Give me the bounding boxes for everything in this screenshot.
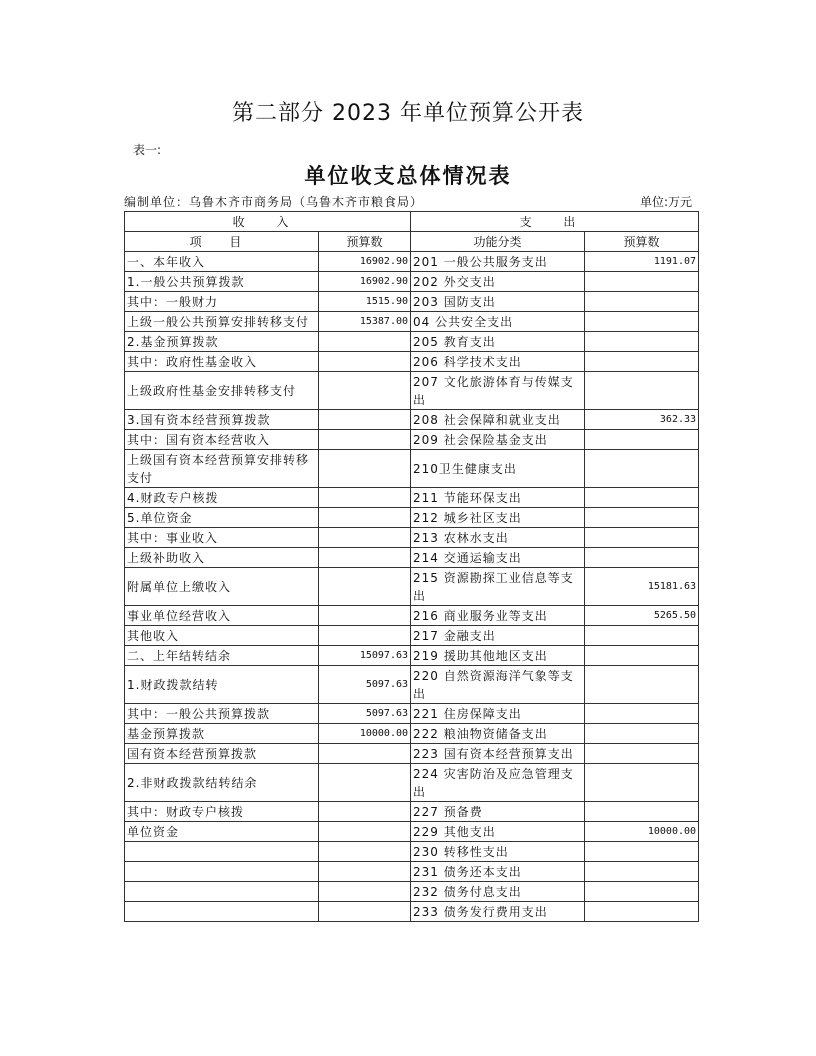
expense-amount-cell xyxy=(585,372,699,410)
income-amount-cell: 16902.90 xyxy=(319,272,411,292)
expense-item-cell: 210卫生健康支出 xyxy=(411,450,585,488)
table-row xyxy=(125,882,699,902)
table-row xyxy=(125,528,699,548)
income-amount-cell: 1515.90 xyxy=(319,292,411,312)
expense-item-cell: 224 灾害防治及应急管理支出 xyxy=(411,764,585,802)
table-row xyxy=(125,646,699,666)
expense-amount-cell xyxy=(585,666,699,704)
expense-item-cell: 219 援助其他地区支出 xyxy=(411,646,585,666)
expense-item-cell: 209 社会保险基金支出 xyxy=(411,430,585,450)
income-item-cell: 单位资金 xyxy=(125,822,319,842)
income-amount-cell xyxy=(319,352,411,372)
category-column-header: 功能分类 xyxy=(411,232,585,252)
table-row xyxy=(125,292,699,312)
income-item-cell: 3.国有资本经营预算拨款 xyxy=(125,410,319,430)
income-amount-cell xyxy=(319,882,411,902)
table-row xyxy=(125,430,699,450)
expense-amount-cell xyxy=(585,704,699,724)
table-row xyxy=(125,764,699,802)
expense-amount-cell xyxy=(585,882,699,902)
expense-amount-cell xyxy=(585,744,699,764)
income-item-cell: 国有资本经营预算拨款 xyxy=(125,744,319,764)
income-item-cell xyxy=(125,842,319,862)
expense-amount-cell xyxy=(585,626,699,646)
expense-item-cell: 207 文化旅游体育与传媒支出 xyxy=(411,372,585,410)
income-item-cell: 上级国有资本经营预算安排转移支付 xyxy=(125,450,319,488)
income-item-cell: 其中：政府性基金收入 xyxy=(125,352,319,372)
expense-item-cell: 206 科学技术支出 xyxy=(411,352,585,372)
expense-amount-cell xyxy=(585,802,699,822)
income-item-cell: 1.一般公共预算拨款 xyxy=(125,272,319,292)
income-item-cell: 二、上年结转结余 xyxy=(125,646,319,666)
income-amount-cell xyxy=(319,568,411,606)
table-row xyxy=(125,704,699,724)
expense-amount-cell xyxy=(585,764,699,802)
expense-amount-cell xyxy=(585,548,699,568)
expense-item-cell: 211 节能环保支出 xyxy=(411,488,585,508)
income-amount-cell xyxy=(319,626,411,646)
table-row xyxy=(125,548,699,568)
table-row xyxy=(125,450,699,488)
page-title: 第二部分 2023 年单位预算公开表 xyxy=(232,101,584,126)
expense-item-cell: 212 城乡社区支出 xyxy=(411,508,585,528)
expense-item-cell: 220 自然资源海洋气象等支出 xyxy=(411,666,585,704)
income-amount-cell xyxy=(319,744,411,764)
table-row xyxy=(125,488,699,508)
expense-item-cell: 230 转移性支出 xyxy=(411,842,585,862)
income-amount-cell: 15387.00 xyxy=(319,312,411,332)
table-row xyxy=(125,372,699,410)
income-amount-cell xyxy=(319,372,411,410)
expense-amount-cell xyxy=(585,488,699,508)
expense-item-cell: 216 商业服务业等支出 xyxy=(411,606,585,626)
table-row xyxy=(125,724,699,744)
table-row xyxy=(125,626,699,646)
income-amount-cell xyxy=(319,410,411,430)
table-row xyxy=(125,352,699,372)
expense-amount-cell: 362.33 xyxy=(585,410,699,430)
income-item-cell: 上级一般公共预算安排转移支付 xyxy=(125,312,319,332)
table-row xyxy=(125,822,699,842)
income-amount-cell xyxy=(319,902,411,922)
table-row xyxy=(125,568,699,606)
income-item-cell: 上级补助收入 xyxy=(125,548,319,568)
expense-item-cell: 215 资源勘探工业信息等支出 xyxy=(411,568,585,606)
expense-header: 支 出 xyxy=(411,212,699,232)
income-amount-cell xyxy=(319,450,411,488)
expense-item-cell: 223 国有资本经营预算支出 xyxy=(411,744,585,764)
table-body xyxy=(125,252,699,922)
expense-budget-column-header: 预算数 xyxy=(585,232,699,252)
expense-amount-cell: 15181.63 xyxy=(585,568,699,606)
expense-amount-cell xyxy=(585,528,699,548)
table-row xyxy=(125,508,699,528)
expense-amount-cell xyxy=(585,292,699,312)
income-item-cell: 一、本年收入 xyxy=(125,252,319,272)
income-item-cell xyxy=(125,882,319,902)
expense-item-cell: 232 债务付息支出 xyxy=(411,882,585,902)
expense-amount-cell xyxy=(585,450,699,488)
income-amount-cell xyxy=(319,862,411,882)
income-item-cell: 4.财政专户核拨 xyxy=(125,488,319,508)
income-item-cell: 其中：财政专户核拨 xyxy=(125,802,319,822)
income-amount-cell xyxy=(319,332,411,352)
income-item-cell: 其他收入 xyxy=(125,626,319,646)
income-item-cell xyxy=(125,862,319,882)
expense-amount-cell: 10000.00 xyxy=(585,822,699,842)
expense-item-cell: 214 交通运输支出 xyxy=(411,548,585,568)
table-row xyxy=(125,862,699,882)
expense-amount-cell xyxy=(585,842,699,862)
income-amount-cell: 5097.63 xyxy=(319,704,411,724)
income-amount-cell xyxy=(319,508,411,528)
expense-item-cell: 205 教育支出 xyxy=(411,332,585,352)
expense-item-cell: 201 一般公共服务支出 xyxy=(411,252,585,272)
income-item-cell: 上级政府性基金安排转移支付 xyxy=(125,372,319,410)
income-item-cell: 其中：国有资本经营收入 xyxy=(125,430,319,450)
income-item-cell: 基金预算拨款 xyxy=(125,724,319,744)
expense-item-cell: 233 债务发行费用支出 xyxy=(411,902,585,922)
income-item-cell xyxy=(125,902,319,922)
table-row xyxy=(125,802,699,822)
expense-amount-cell xyxy=(585,724,699,744)
table-label: 表一: xyxy=(133,143,162,157)
income-amount-cell xyxy=(319,764,411,802)
income-amount-cell xyxy=(319,842,411,862)
expense-amount-cell xyxy=(585,862,699,882)
income-item-cell: 5.单位资金 xyxy=(125,508,319,528)
expense-item-cell: 221 住房保障支出 xyxy=(411,704,585,724)
table-title: 单位收支总体情况表 xyxy=(304,164,512,188)
income-amount-cell xyxy=(319,488,411,508)
expense-amount-cell xyxy=(585,272,699,292)
expense-item-cell: 213 农林水支出 xyxy=(411,528,585,548)
expense-amount-cell: 5265.50 xyxy=(585,606,699,626)
expense-item-cell: 203 国防支出 xyxy=(411,292,585,312)
income-amount-cell xyxy=(319,548,411,568)
income-item-cell: 其中：事业收入 xyxy=(125,528,319,548)
expense-amount-cell: 1191.07 xyxy=(585,252,699,272)
table-row xyxy=(125,842,699,862)
income-header: 收 入 xyxy=(125,212,411,232)
table-row xyxy=(125,272,699,292)
expense-item-cell: 202 外交支出 xyxy=(411,272,585,292)
income-amount-cell xyxy=(319,822,411,842)
income-item-cell: 附属单位上缴收入 xyxy=(125,568,319,606)
table-row xyxy=(125,410,699,430)
expense-item-cell: 217 金融支出 xyxy=(411,626,585,646)
table-row xyxy=(125,666,699,704)
expense-amount-cell xyxy=(585,902,699,922)
income-amount-cell: 5097.63 xyxy=(319,666,411,704)
budget-summary-table xyxy=(124,211,699,922)
expense-amount-cell xyxy=(585,508,699,528)
expense-item-cell: 208 社会保障和就业支出 xyxy=(411,410,585,430)
expense-amount-cell xyxy=(585,332,699,352)
income-item-cell: 2.基金预算拨款 xyxy=(125,332,319,352)
compiling-unit: 编制单位：乌鲁木齐市商务局（乌鲁木齐市粮食局） xyxy=(124,195,424,209)
expense-item-cell: 222 粮油物资储备支出 xyxy=(411,724,585,744)
income-item-cell: 其中：一般公共预算拨款 xyxy=(125,704,319,724)
income-amount-cell: 10000.00 xyxy=(319,724,411,744)
item-column-header: 项 目 xyxy=(125,232,319,252)
income-amount-cell xyxy=(319,430,411,450)
table-row xyxy=(125,252,699,272)
income-amount-cell: 16902.90 xyxy=(319,252,411,272)
expense-item-cell: 229 其他支出 xyxy=(411,822,585,842)
expense-amount-cell xyxy=(585,646,699,666)
income-item-cell: 1.财政拨款结转 xyxy=(125,666,319,704)
income-item-cell: 事业单位经营收入 xyxy=(125,606,319,626)
table-row xyxy=(125,606,699,626)
income-amount-cell xyxy=(319,528,411,548)
table-row xyxy=(125,744,699,764)
expense-item-cell: 04 公共安全支出 xyxy=(411,312,585,332)
table-row xyxy=(125,312,699,332)
expense-amount-cell xyxy=(585,430,699,450)
table-row xyxy=(125,902,699,922)
income-item-cell: 其中：一般财力 xyxy=(125,292,319,312)
expense-amount-cell xyxy=(585,312,699,332)
measurement-unit: 单位:万元 xyxy=(639,195,692,209)
income-item-cell: 2.非财政拨款结转结余 xyxy=(125,764,319,802)
expense-amount-cell xyxy=(585,352,699,372)
income-amount-cell xyxy=(319,606,411,626)
table-row xyxy=(125,332,699,352)
income-budget-column-header: 预算数 xyxy=(319,232,411,252)
income-amount-cell: 15097.63 xyxy=(319,646,411,666)
income-amount-cell xyxy=(319,802,411,822)
expense-item-cell: 227 预备费 xyxy=(411,802,585,822)
expense-item-cell: 231 债务还本支出 xyxy=(411,862,585,882)
